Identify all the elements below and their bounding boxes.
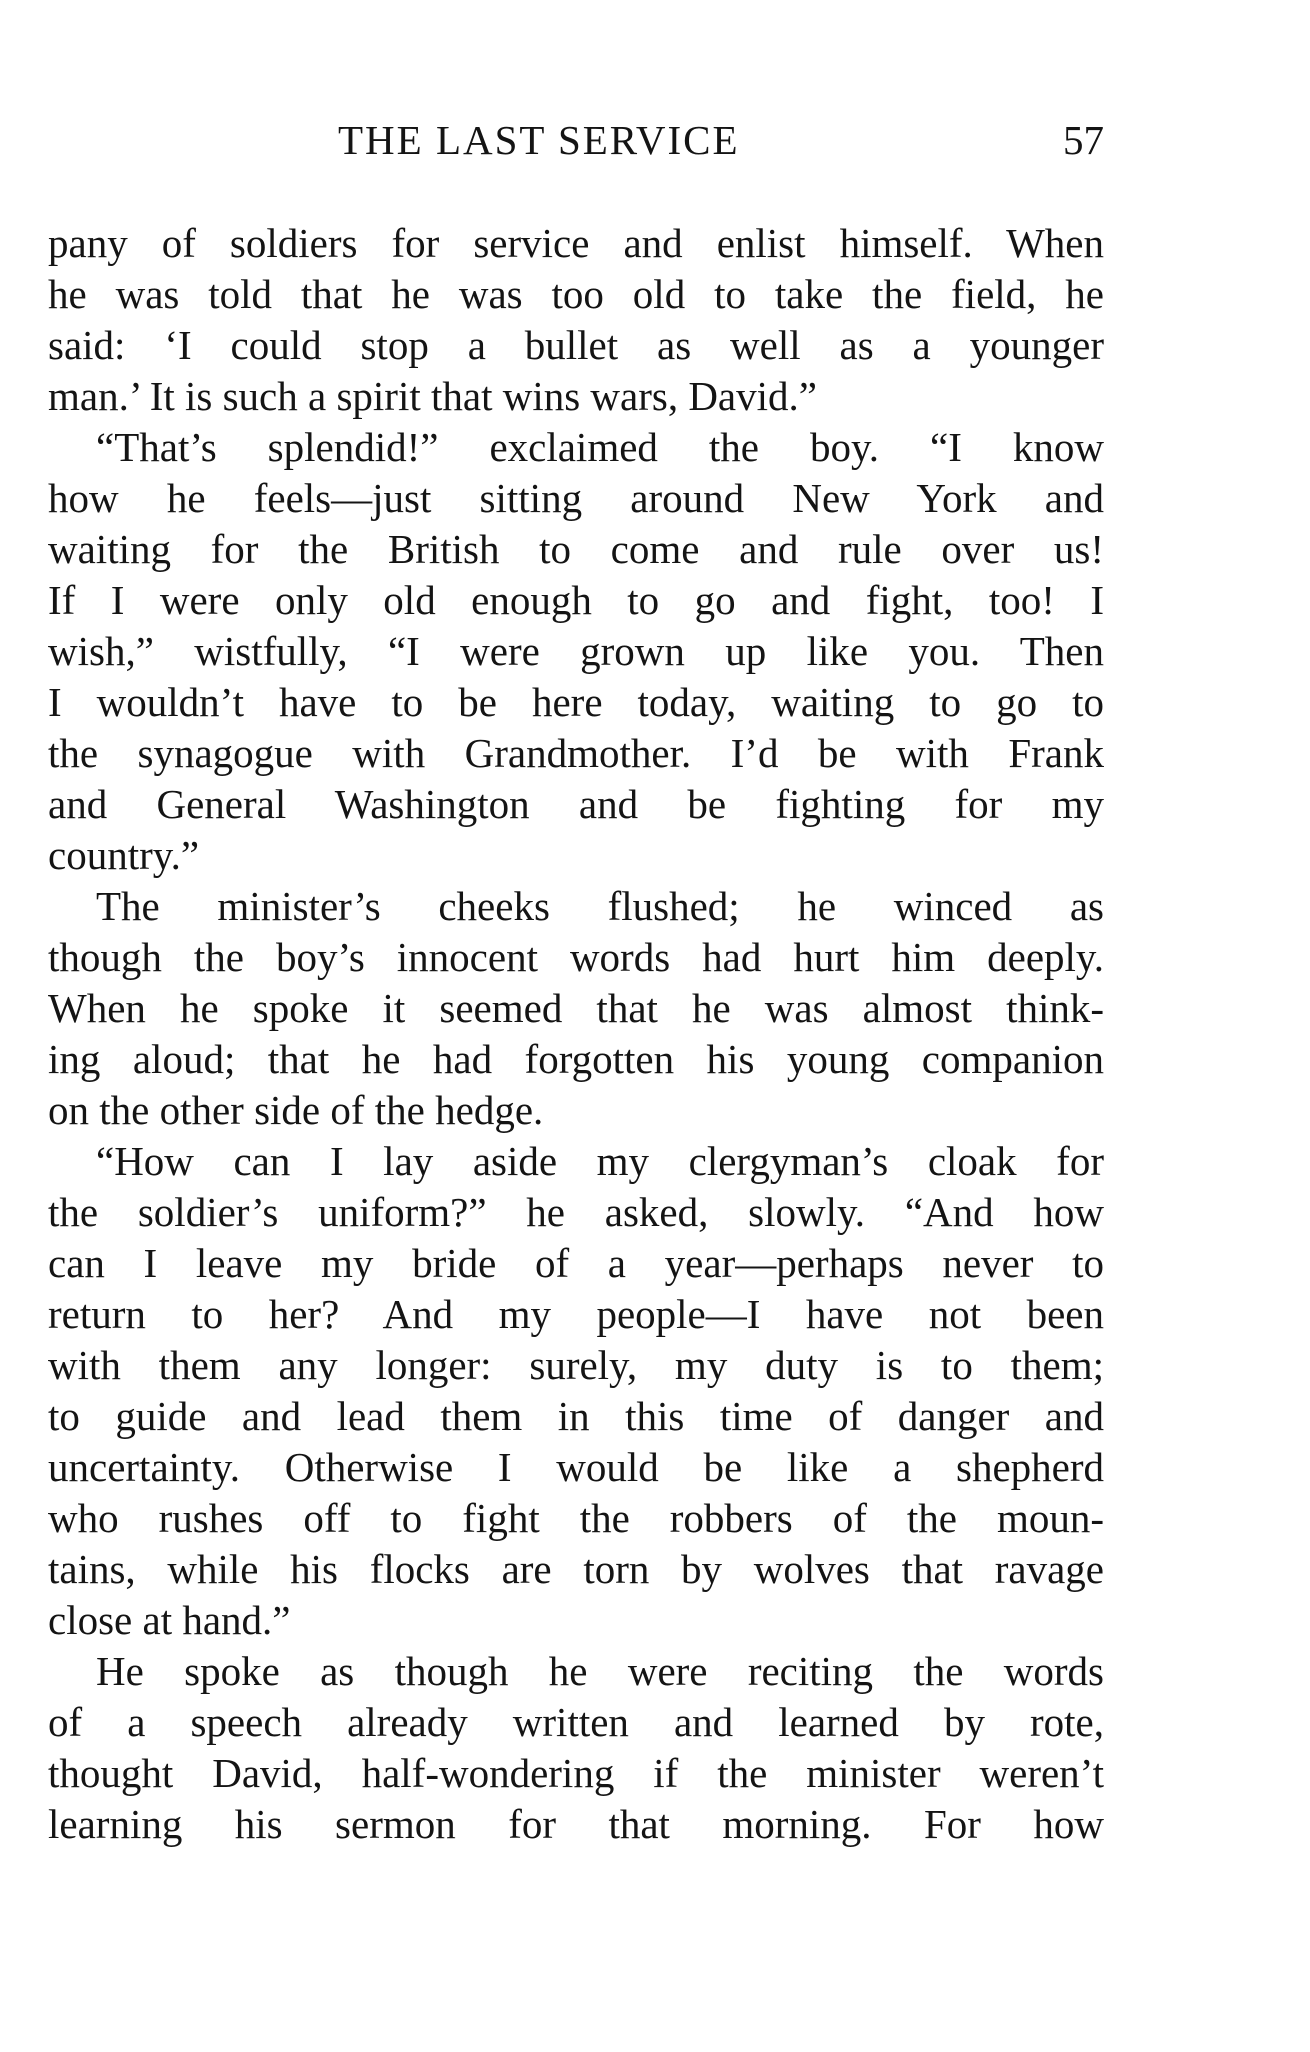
text-line: He spoke as though he were reciting the words [96,1648,1104,1694]
text-line: “How can I lay aside my clergyman’s cloak for [96,1138,1104,1184]
text-line: thought David, half-wondering if the minister weren’t [48,1750,1104,1796]
page-number: 57 [1063,117,1104,163]
text-line: ing aloud; that he had forgotten his young companion [48,1036,1104,1082]
text-line: the synagogue with Grandmother. I’d be with Frank [48,730,1104,776]
text-line: though the boy’s innocent words had hurt him deeply. [48,934,1104,980]
body-text [48,218,1104,1850]
text-line: learning his sermon for that morning. For how [48,1801,1104,1847]
text-line: wish,” wistfully, “I were grown up like you. Then [48,628,1104,674]
running-title: THE LAST SERVICE [338,117,740,163]
text-line: return to her? And my people—I have not been [48,1291,1104,1337]
text-line: pany of soldiers for service and enlist himself. When [48,220,1104,266]
text-line: of a speech already written and learned by rote, [48,1699,1104,1745]
text-line: I wouldn’t have to be here today, waiting to go to [48,679,1104,725]
text-line: said: ‘I could stop a bullet as well as a younger [48,322,1104,368]
text-line: If I were only old enough to go and fight, too! I [48,577,1104,623]
text-line: The minister’s cheeks flushed; he winced as [96,883,1104,929]
text-line: he was told that he was too old to take the field, he [48,271,1104,317]
text-line: who rushes off to fight the robbers of the moun- [48,1495,1104,1541]
text-line: how he feels—just sitting around New York and [48,475,1104,521]
text-line: man.’ It is such a spirit that wins wars, David.” [48,373,817,419]
text-line: can I leave my bride of a year—perhaps never to [48,1240,1104,1286]
text-line: close at hand.” [48,1597,291,1643]
text-line: waiting for the British to come and rule over us! [48,526,1104,572]
page-header [48,112,1104,168]
text-line: country.” [48,832,200,878]
text-line: with them any longer: surely, my duty is to them; [48,1342,1104,1388]
text-line: on the other side of the hedge. [48,1087,544,1133]
text-line: “That’s splendid!” exclaimed the boy. “I know [96,424,1104,470]
text-line: tains, while his flocks are torn by wolves that ravage [48,1546,1104,1592]
text-line: and General Washington and be fighting for my [48,781,1104,827]
text-line: uncertainty. Otherwise I would be like a shepherd [48,1444,1104,1490]
text-line: to guide and lead them in this time of danger and [48,1393,1104,1439]
text-line: the soldier’s uniform?” he asked, slowly. “And how [48,1189,1104,1235]
text-line: When he spoke it seemed that he was almost think- [48,985,1104,1031]
